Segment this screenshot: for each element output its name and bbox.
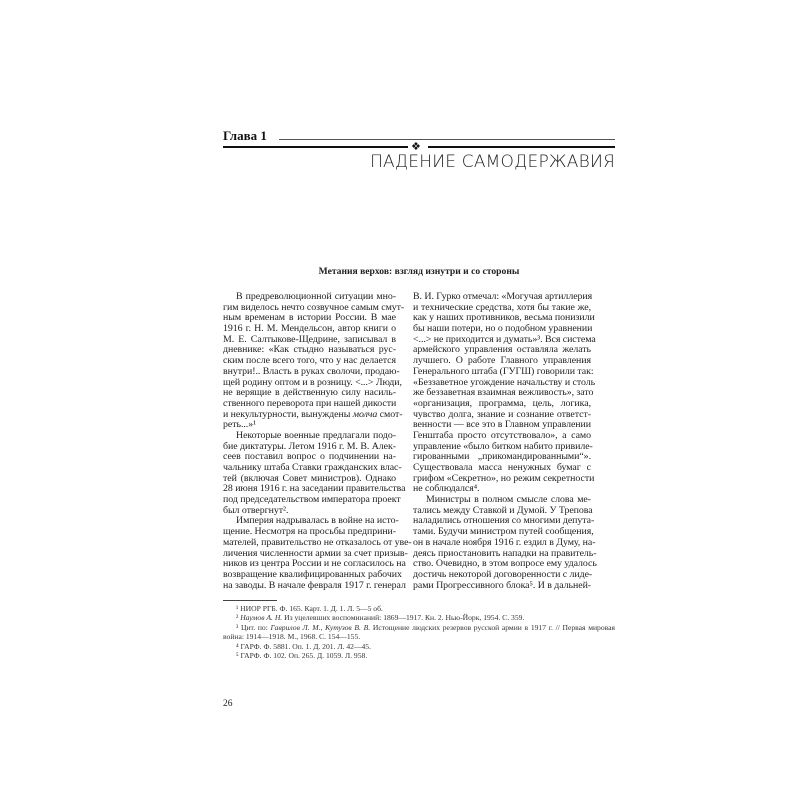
text-line: мателей, правительство не отказалось от уве- xyxy=(223,536,412,548)
text-line: тались между Ставкой и Думой. У Трепова xyxy=(413,504,593,516)
text-line: Некоторые военные предлагали подо- xyxy=(236,429,396,441)
text-line: ным временам в истории России. В мае xyxy=(223,312,396,324)
text-line: ников из центра России и не согласилось на xyxy=(223,558,406,570)
text-line: чувство долга, знание и сознание ответст- xyxy=(413,408,591,420)
text-line: В. И. Гурко отмечал: «Могучая артиллерия xyxy=(413,291,593,302)
text-line: «организация, программа, цель, логика, xyxy=(413,397,591,409)
text-segment: смот- xyxy=(377,408,403,420)
text-line: 1916 г. Н. М. Мендельсон, автор книги о xyxy=(223,323,396,335)
footnote-author: Гаврилов Л. М., Кутузов В. В. xyxy=(270,622,371,632)
text-line: Генштаба просто отсутствовало», а само xyxy=(413,429,591,441)
text-line: и технические средства, хотя бы такие же, xyxy=(413,301,591,313)
text-line: ственного переворота при нашей дикости xyxy=(223,397,397,409)
chapter-title: ПАДЕНИЕ САМОДЕРЖАВИЯ xyxy=(370,152,615,172)
text-line: сеев поставил вопрос о подчинении на- xyxy=(223,451,396,463)
text-line: на заводы. В начале февраля 1917 г. генерал xyxy=(223,579,406,591)
footnote-1 xyxy=(223,604,615,613)
text-segment: и некультурности, вынуждены xyxy=(223,408,353,420)
text-line: не верящие в действенную силу насиль- xyxy=(223,387,396,399)
header-thick-rule-left xyxy=(223,146,408,148)
text-column-right xyxy=(413,291,597,591)
text-line: достичь некоторой договоренности с лиде- xyxy=(413,568,593,580)
text-line: как у наших противников, весьма понизили xyxy=(413,312,595,324)
footnote-3 xyxy=(223,623,615,642)
footnote-2 xyxy=(223,613,615,622)
footnote-text: ⁴ ГАРФ. Ф. 5881. Оп. 1. Д. 201. Л. 42—45. xyxy=(236,641,371,651)
footnote-text: ³ Цит. по: xyxy=(236,622,271,632)
text-line: тами. Будучи министром путей сообщения, xyxy=(413,526,594,538)
section-title: Метания верхов: взгляд изнутри и со стороны xyxy=(318,266,520,277)
footnote-text: ² xyxy=(236,613,241,623)
text-line: щей родину оптом и в розницу. <...> Люди, xyxy=(223,376,402,388)
text-line: не соблюдался⁴. xyxy=(413,483,480,495)
text-line: армейского управления оставляла желать xyxy=(413,344,591,356)
footnote-author: Наумов А. Н. xyxy=(240,613,283,623)
text-line: чальнику штаба Ставки гражданских влас- xyxy=(223,462,402,473)
text-line: возвращение квалифицированных рабочих xyxy=(223,568,402,580)
text-line: грифом «Секретно», но режим секретности xyxy=(413,472,595,484)
text-line: «Беззаветное угождение начальству и столь xyxy=(413,376,596,388)
chapter-label: Глава 1 xyxy=(223,128,267,143)
text-line: <...> не приходится и думать»³. Вся система xyxy=(413,333,596,345)
text-line: В предреволюционной ситуации мно- xyxy=(236,291,396,302)
text-line: рами Прогрессивного блока⁵. И в дальней- xyxy=(413,579,592,591)
text-line: ским после всего того, что у нас делается xyxy=(223,355,396,367)
text-line: внутри!.. Власть в руках сволочи, продаю- xyxy=(223,365,400,377)
italic-text: молча xyxy=(352,408,378,420)
text-column-left xyxy=(223,291,412,591)
text-line: бы наши потери, но о подобном уравнении xyxy=(413,323,593,335)
text-line: был отвергнут². xyxy=(223,504,289,516)
footnote-5 xyxy=(223,651,615,660)
text-line: Министры в полном смысле слова ме- xyxy=(426,494,591,506)
page-number: 26 xyxy=(223,699,233,709)
text-line: Империя надрывалась в войне на исто- xyxy=(236,515,399,527)
text-line: личения численности армии за счет призыв- xyxy=(223,547,408,559)
text-line: под председательством императора проект xyxy=(223,494,401,506)
header-thin-rule xyxy=(279,139,615,140)
text-line: наладились отношения со многими депута- xyxy=(413,515,595,527)
text-line: Генерального штаба (ГУГШ) говорили так: xyxy=(413,365,594,377)
text-line: дневнике: «Как стыдно называться рус- xyxy=(223,344,396,356)
text-line: щение. Несмотря на просьбы предприни- xyxy=(223,526,397,538)
text-line: бие диктатуры. Летом 1916 г. М. В. Алек- xyxy=(223,440,396,452)
text-line: Существовала масса ненужных бумаг с xyxy=(413,462,591,473)
text-line: управление «было битком набито привиле- xyxy=(413,440,593,452)
text-line: реть...»¹ xyxy=(223,419,256,431)
footnotes xyxy=(223,604,615,660)
text-line: деясь приостановить нападки на правитель- xyxy=(413,547,597,559)
footnote-text: Истощение людских резервов русской армии в 1917 г. // Первая мировая война: 1914—1918. М., 1968. С. 154—155. xyxy=(223,622,616,642)
ornament-icon: ❖ xyxy=(411,141,421,153)
footnote-text: ⁵ ГАРФ. Ф. 102. Оп. 265. Д. 1059. Л. 958. xyxy=(236,651,368,661)
footnote-text: ¹ НИОР РГБ. Ф. 165. Карт. 1. Д. 1. Л. 5—5 об. xyxy=(236,604,383,613)
text-line: М. Е. Салтыкове-Щедрине, записывал в xyxy=(223,333,396,345)
text-line: гированными „прикомандированными“». xyxy=(413,451,591,463)
text-line: лучшего. О работе Главного управления xyxy=(413,355,591,367)
text-line: гим виделось нечто созвучное самым смут- xyxy=(223,301,405,313)
footnote-4 xyxy=(223,642,615,651)
header-thick-rule-right xyxy=(428,146,615,148)
text-line: он в начале ноября 1916 г. ездил в Думу, на- xyxy=(413,536,596,548)
text-line: тей (включая Совет министров). Однако xyxy=(223,472,396,484)
text-line: ство. Очевидно, в этом вопросе ему удалось xyxy=(413,558,597,570)
text-line: же беззаветная взаимная вежливость», зато xyxy=(413,387,594,399)
footnote-text: Из уцелевших воспоминаний: 1869—1917. Кн. 2. Нью-Йорк, 1954. С. 359. xyxy=(282,613,525,623)
text-line: венности — все это в Главном управлении xyxy=(413,419,591,431)
text-line: 28 июня 1916 г. на заседании правительства xyxy=(223,483,406,495)
footnote-rule xyxy=(223,600,277,601)
